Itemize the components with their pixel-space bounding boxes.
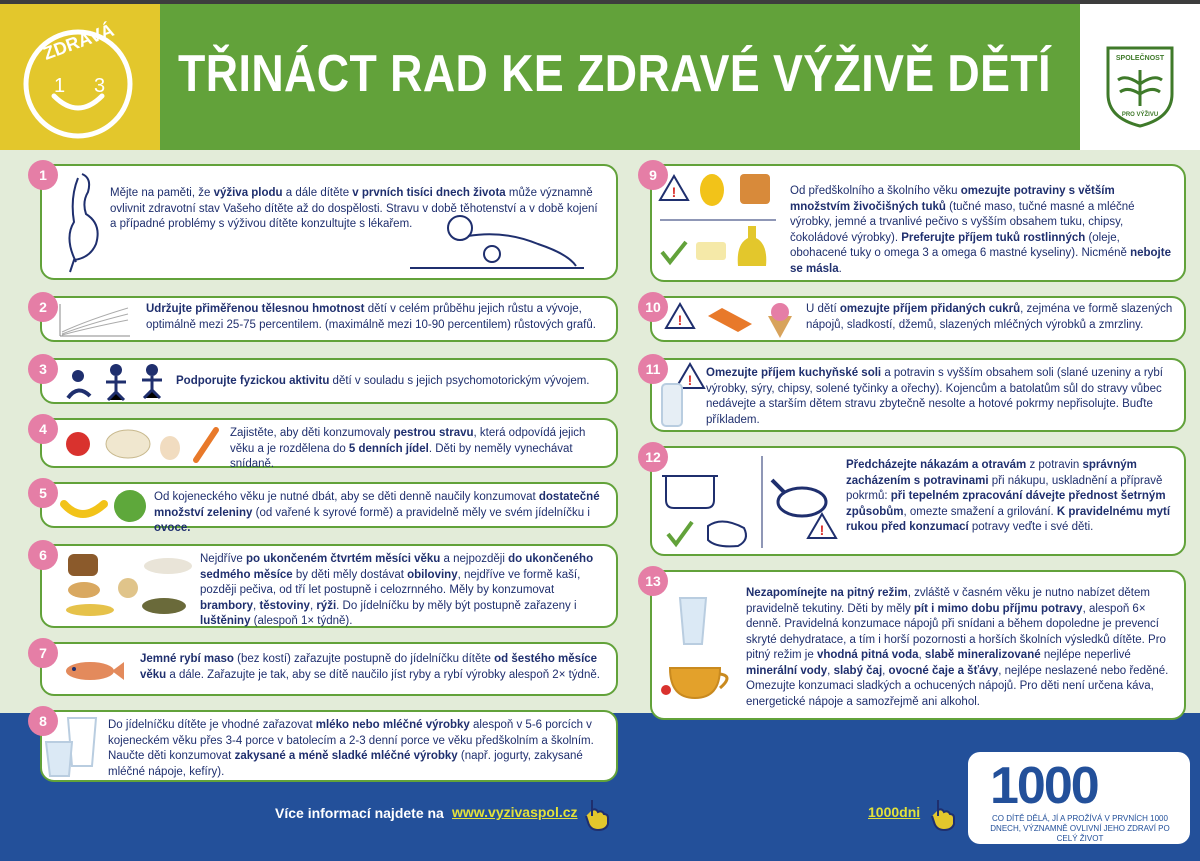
svg-text:!: !: [819, 522, 825, 538]
logo-left-text: ZDRAVÁ: [40, 19, 117, 64]
rule-text-6-content: Nejdříve po ukončeném čtvrtém měsíci věku a nejpozději do ukončeného sedmého měsíce by děti měly dostávat obiloviny, nejdříve ve formě kaší, později pečiva, od tří let postupně i celozrnného. Měly by konzumovat brambory, těstoviny, rýži. Do jídelníčku by měly být postupně zařazeny i luštěniny (alespoň 1× týdně).: [200, 553, 594, 627]
pointer-hand-icon: [584, 798, 610, 832]
rule-text-3-content: Podporujte fyzickou aktivitu dětí v souladu s jejich psychomotorickým vývojem.: [176, 375, 590, 387]
rule-text-4-content: Zajistěte, aby děti konzumovaly pestrou stravu, která odpovídá jejich věku a je rozdělena do 5 denních jídel. Děti by neměly vynechávat snídaně.: [230, 427, 586, 470]
rule-text-9-content: Od předškolního a školního věku omezujte potraviny s větším množstvím živočišných tuků (tučné maso, tučné masné a mléčné výrobky, jemné a trvanlivé pečivo s vyšším obsahem tuku, chipsy, čokoládové výrobky). Preferujte příjem tuků rostlinných (oleje, obohacené tuky o omega 3 a omega 6 mastné kyseliny). Nicméně nebojte se másla.: [790, 185, 1171, 275]
footer-info-text: Více informací najdete na: [275, 805, 444, 821]
rule-number-12: 12: [638, 442, 668, 472]
breastfeeding-mother-icon: [408, 210, 588, 274]
zdrava-13-logo: [0, 4, 160, 150]
rule-text-13-content: Nezapomínejte na pitný režim, zvláště v časném věku je nutno nabízet dětem pravidelně tekutiny. Děti by měly pít i mimo dobu příjmu potravy, alespoň 6× denně. Pravidelná konzumace nápojů při snídani a během dopoledne je prevencí skryté dehydratace, a tím i horší pozornosti a horších školních výsledků dítěte. Pro pitný režim je vhodná pitná voda, slabě mineralizované nejlépe neperlivé minerální vody, slabý čaj, ovocné čaje a šťávy, nejlépe neslazené nebo ředěné. Omezujte konzumaci sladkých a ochucených nápojů. Pro děti není určena káva, energetické nápoje a samozřejmě ani alkohol.: [746, 587, 1169, 708]
rule-text-2-content: Udržujte přiměřenou tělesnou hmotnost dětí v celém průběhu jejich růstu a vývoje, optimálně mezi 25-75 percentilem. (maximálně mezi 10-90 percentilem) růstových grafů.: [146, 303, 596, 331]
rule-number-11: 11: [638, 354, 668, 384]
fish-icon: [62, 656, 126, 686]
rule-text-13: [746, 586, 1178, 714]
rule-text-4: [230, 426, 608, 470]
rule-text-7-content: Jemné rybí maso (bez kostí) zařazujte postupně do jídelníčku dítěte od šestého měsíce věku a dále. Zařazujte je tak, aby se dítě naučilo jíst ryby a rybí výrobky alespoň 2× týdně.: [140, 653, 600, 681]
salt-shaker-warning-icon: [656, 362, 706, 428]
fats-warning-icon: [656, 168, 780, 278]
svg-text:ZDRAVÁ: [40, 19, 116, 64]
banana-lettuce-icon: [60, 486, 150, 526]
growth-chart-icon: [58, 302, 132, 338]
rule-text-7: [140, 652, 610, 688]
rule-text-9: [790, 184, 1176, 276]
rule-text-12-content: Předcházejte nákazám a otravám z potravin správným zacházením s potravinami při nákupu, uskladnění a přípravě pokrmů: při tepelném zpracování dávejte přednost šetrným způsobům, omezte smažení a grilování. K pravidelnému mytí rukou před konzumací potravy veďte i své děti.: [846, 459, 1171, 533]
sweets-warning-icon: [664, 298, 800, 340]
rule-text-5: [154, 490, 612, 534]
rule-number-1: 1: [28, 160, 58, 190]
rule-number-3: 3: [28, 354, 58, 384]
rule-text-11: [706, 366, 1178, 426]
rule-number-5: 5: [28, 478, 58, 508]
rule-number-8: 8: [28, 706, 58, 736]
water-tea-icon: [660, 594, 740, 704]
logo-num2: 3: [94, 75, 106, 97]
rule-number-6: 6: [28, 540, 58, 570]
grains-potatoes-icon: [60, 550, 196, 620]
pointer-hand-icon-2: [930, 798, 956, 832]
rule-number-13: 13: [638, 566, 668, 596]
svg-text:!: !: [671, 184, 677, 200]
logo-right-bottom-text: PRO VÝŽIVU: [1121, 112, 1159, 118]
rule-number-9: 9: [638, 160, 668, 190]
active-children-icon: [60, 362, 168, 402]
rule-number-10: 10: [638, 292, 668, 322]
rule-text-11-content: Omezujte příjem kuchyňské soli a potravin s vyšším obsahem soli (slané uzeniny a rybí výrobky, sýry, chipsy, solené tyčinky a ořechy). Kojencům a batolatům sůl do stravy vůbec nedávejte a starším dětem stravu zbytečně nesolte a hotové pokrmy nepřisolujte. Buďte příkladem.: [706, 367, 1163, 426]
hygiene-cooking-icon: [658, 452, 838, 550]
pregnant-woman-icon: [56, 168, 106, 276]
spolecnost-pro-vyzivu-logo: [1080, 4, 1200, 150]
rule-number-2: 2: [28, 292, 58, 322]
rule-text-3: [176, 374, 606, 394]
svg-text:!: !: [677, 312, 683, 328]
rule-text-8: [108, 718, 612, 778]
website-link[interactable]: www.vyzivaspol.cz: [452, 804, 578, 820]
rule-text-10: [806, 302, 1176, 338]
milk-glasses-icon: [44, 716, 104, 778]
1000dni-link[interactable]: 1000dni: [868, 804, 921, 820]
1000-days-badge: [968, 752, 1190, 844]
badge-1000-slogan: CO DÍTĚ DĚLÁ, JÍ A PROŽÍVÁ V PRVNÍCH 1000 DNECH, VÝZNAMNĚ OVLIVNÍ JEHO ZDRAVÍ PO CELÝ ŽIVOT: [990, 814, 1170, 843]
rule-text-2: [146, 302, 608, 338]
rule-text-5-content: Od kojeneckého věku je nutné dbát, aby se děti denně naučily konzumovat dostatečné množství zeleniny (od vařené k syrové formě) a pravidelně měly ve svém jídelníčku i ovoce.: [154, 491, 600, 534]
rule-text-1-content: Mějte na paměti, že výživa plodu a dále dítěte v prvních tisíci dnech života může významně ovlivnit zdravotní stav Vašeho dítěte až do dospělosti. Stravu v době těhotenství a v době kojení a případné problémy s výživou dítěte konzultujte s lékařem.: [110, 187, 598, 230]
rule-text-12: [846, 458, 1176, 550]
rule-text-6: [200, 552, 610, 627]
page-title: TŘINÁCT RAD KE ZDRAVÉ VÝŽIVĚ DĚTÍ: [178, 45, 1052, 103]
badge-1000-number: 1000: [990, 757, 1098, 815]
logo-right-top-text: SPOLEČNOST: [1115, 55, 1165, 62]
rule-number-7: 7: [28, 638, 58, 668]
shield-logo-icon: [1104, 44, 1176, 128]
rule-text-8-content: Do jídelníčku dítěte je vhodné zařazovat mléko nebo mléčné výrobky alespoň v 5-6 porcích v kojeneckém věku přes 3-4 porce v batolecím a 2-3 denní porce ve věku předškolním a školním. Naučte děti konzumovat zakysané a méně sladké mléčné výrobky (např. jogurty, zakysané mléčné nápoje, kefíry).: [108, 719, 594, 778]
rule-text-10-content: U dětí omezujte příjem přidaných cukrů, zejména ve formě slazených nápojů, sladkostí, džemů, slazených mléčných výrobků a zmrzliny.: [806, 303, 1173, 331]
rule-number-4: 4: [28, 414, 58, 444]
svg-text:!: !: [687, 372, 693, 388]
varied-food-icon: [60, 422, 222, 466]
smiley-logo-icon: [10, 12, 150, 142]
logo-num1: 1: [54, 75, 66, 97]
